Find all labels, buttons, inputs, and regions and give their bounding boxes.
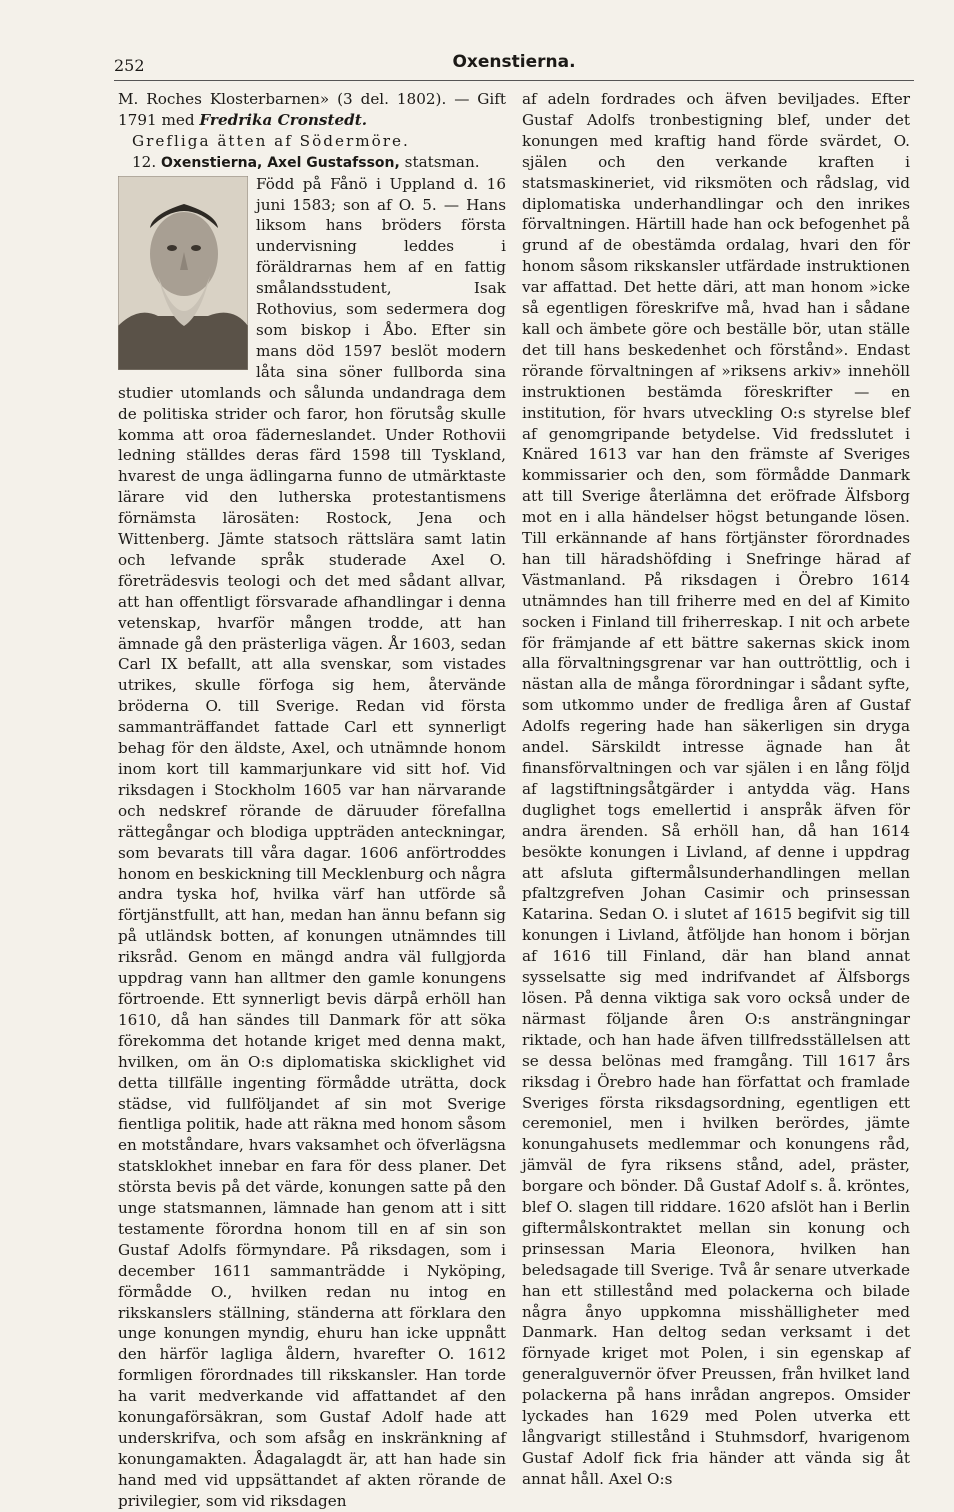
portrait-icon [118,176,248,370]
lineage-heading [118,131,506,152]
header-rule [114,80,914,81]
entry-body-left: Född på Fånö i Uppland d. 16 juni 1583; son af O. 5. — Hans liksom hans bröders första undervisning leddes i föräldrarnas hem af en fattig smålandsstudent, Isak Rothovius, som sedermera dog som biskop i Åbo. Efter sin mans död 1597 beslöt modern låta sina söner fullborda sina studier utomlands och sålunda undandraga dem de politiska strider och faror, hon förutsåg skulle komma att oroa fäderneslandet. Under Rothovii ledning ställdes deras färd 1598 till Tyskland, hvarest de unga ädlingarna funno de utmärktaste lärare vid den lutherska protestantismens förnämsta lärosäten: Rostock, Jena och Wittenberg. Jämte statsoch rättslära samt latin och lefvande språk studerade Axel O. företrädesvis teologi och det med sådant allvar, att han offentligt försvarade afhandlingar i denna vetenskap, hvarför mången trodde, att han ämnade gå den prästerliga vägen. År 1603, sedan Carl IX befallt, att alla svenskar, som vistades utrikes, skulle förfoga sig hem, återvände bröderna O. till Sverige. Redan vid första sammanträffandet fattade Carl ett synnerligt behag för den äldste, Axel, och utnämnde honom inom kort till kammarjunkare vid sitt hof. Vid riksdagen i Stockholm 1605 var han närvarande och nedskref rörande de däruuder förefallna rättegångar och blodiga uppträden anteckningar, som bevarats till våra dagar. 1606 anförtroddes honom en beskickning till Mecklenburg och några andra tyska hof, hvilka värf han utförde så förtjänstfullt, att han, medan han ännu befann sig på utländsk botten, af konungen utnämndes till riksråd. Genom en mängd andra väl fullgjorda uppdrag vann han alltmer den gamle konungens förtroende. Ett synnerligt bevis därpå erhöll han 1610, då han sändes till Danmark för att söka förekomma det hotande kriget med denna makt, hvilken, om än O:s diplomatiska skicklighet vid detta tillfälle ingenting förmådde uträtta, dock städse, vid fullföljandet af sin mot Sverige fientliga politik, hade att räkna med honom såsom en motståndare, hvars vaksamhet och öfverlägsna statsklokhet innebar en fara för dess planer. Det största bevis på det värde, konungen satte på den unge statsmannen, lämnade han genom att i sitt testamente förordna honom till en af sin son Gustaf Adolfs förmyndare. På riksdagen, som i december 1611 sammanträdde i Nyköping, förmådde O., hvilken redan nu intog en rikskanslers ställning, ständerna att förklara den unge konungen myndig, ehuru han icke uppnått den härför lagliga åldern, hvarefter O. 1612 formligen förordnades till rikskansler. Han torde ha varit medverkande vid affattandet af den konungaförsäkran, som Gustaf Adolf hade att underskrifva, och som afsåg en inskränkning af konungamakten. Ådagalagdt är, att han hade sin hand med vid uppsättandet af akten rörande de privilegier, som vid riksdagen [118,174,506,1510]
right-column [522,89,910,1490]
entry-role: statsman. [404,152,480,171]
intro-text: M. Roches Klosterbarnen» (3 del. 1802). — Gift 1791 med [118,90,506,129]
left-column [118,89,506,1512]
entry-heading [118,152,506,174]
intro-paragraph [118,89,506,131]
lineage-text: Grefliga ätten af Södermöre. [132,131,410,150]
page-number: 252 [114,56,145,75]
entry-body-right: af adeln fordrades och äfven beviljades. Efter Gustaf Adolfs tronbestigning blef, under det konungen med kraftig hand förde svärdet, O. själen och den verkande kraften i statsmaskineriet, vid riksmöten och rådslag, vid diplomatiska underhandlingar och den inrikes förvaltningen. Härtill hade han ock befogenhet på grund af de obestämda ordalag, hvari den för honom såsom rikskansler utfärdade instruktionen var affattad. Det hette däri, att man honom »icke så egentligen föreskrifve må, hvad han i sådane kall och ämbete göre och beställe bör, utan ställe det till hans beskedenhet och förstånd». Endast rörande förvaltningen af »riksens arkiv» innehöll instruktionen bestämda föreskrifter — en institution, för hvars utveckling O:s styrelse blef af genomgripande betydelse. Vid fredsslutet i Knäred 1613 var han den främste af Sveriges kommissarier och den, som förmådde Danmark att till Sverige återlämna det eröfrade Älfsborg mot en i alla händelser högst betungande lösen. Till erkännande af hans förtjänster förordnades han till häradshöfding i Snefringe härad af Västmanland. På riksdagen i Örebro 1614 utnämndes han till friherre med en del af Kimito socken i Finland till friherreskap. I nit och arbete för främjande af ett bättre sakernas skick inom alla förvaltningsgrenar var han outtröttlig, och i nästan alla de många förordningar i sådant syfte, som utkommo under de fredliga åren af Gustaf Adolfs regering hade han säkerligen sin dryga andel. Särskildt intresse ägnade han åt finansförvaltningen och var själen i en lång följd af lagstiftningsåtgärder i antydda väg. Hans duglighet togs emellertid i anspråk äfven för andra ärenden. Så erhöll han, då han 1614 besökte konungen i Livland, af denne i uppdrag att afsluta giftermålsunderhandlingen mellan pfaltzgrefven Johan Casimir och prinsessan Katarina. Sedan O. i slutet af 1615 begifvit sig till konungen i Livland, åtföljde han honom i början af 1616 till Finland, där han bland annat sysselsatte sig med indrifvandet af Älfsborgs lösen. På denna viktiga sak voro också under de närmast följande åren O:s ansträngningar riktade, och han hade äfven tillfredsställelsen att se dessa belönas med framgång. Till 1617 års riksdag i Örebro hade han författat och framlade Sveriges första riksdagsordning, egentligen ett ceremoniel, men i hvilken berördes, jämte konungahusets medlemmar och konungens råd, jämväl de fyra riksens stånd, adel, präster, borgare och bönder. Då Gustaf Adolf s. å. kröntes, blef O. slagen till riddare. 1620 afslöt han i Berlin giftermålskontraktet mellan sin konung och prinsessan Maria Eleonora, hvilken han beledsagade till Sverige. Två år senare utverkade han ett stillestånd med polackerna och bilade några ånyo uppkomna misshälligheter med Danmark. Han deltog sedan verksamt i det förnyade kriget mot Polen, i sin egenskap af generalguvernör öfver Preussen, från hvilket land polackerna på hans inrådan angrepos. Omsider lyckades han 1629 med Polen utverka ett långvarigt stillestånd i Stuhmsdorf, hvarigenom Gustaf Adolf fick fria händer att vända sig åt annat håll. Axel O:s [522,90,910,1488]
running-title: Oxenstierna. [452,52,576,72]
page-header [114,50,914,78]
entry-number: 12. [132,152,157,171]
spouse-name: Fredrika Cronstedt. [199,110,368,129]
entry-name: Oxenstierna, Axel Gustafsson, [160,154,400,171]
